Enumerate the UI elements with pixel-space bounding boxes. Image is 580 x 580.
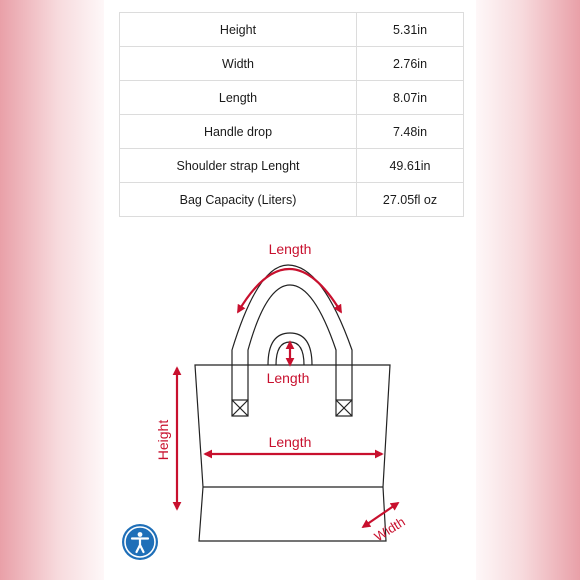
spec-label: Height xyxy=(120,13,357,47)
spec-label: Shoulder strap Lenght xyxy=(120,149,357,183)
spec-label: Length xyxy=(120,81,357,115)
bag-outline xyxy=(195,265,390,541)
spec-value: 8.07in xyxy=(357,81,464,115)
spec-label: Bag Capacity (Liters) xyxy=(120,183,357,217)
body-length-label: Length xyxy=(268,434,312,450)
accessibility-person-icon xyxy=(122,524,158,560)
strap-length-arrow xyxy=(238,269,341,312)
measurement-arrows xyxy=(177,269,398,527)
height-label: Height xyxy=(155,419,171,461)
strap-length-label: Length xyxy=(268,241,312,257)
spec-value: 7.48in xyxy=(357,115,464,149)
spec-value: 5.31in xyxy=(357,13,464,47)
spec-label: Width xyxy=(120,47,357,81)
spec-value: 49.61in xyxy=(357,149,464,183)
measurement-labels xyxy=(155,241,408,544)
accessibility-button[interactable] xyxy=(122,524,158,560)
handle-drop-label: Length xyxy=(266,370,310,386)
spec-value: 27.05fl oz xyxy=(357,183,464,217)
width-label: Width xyxy=(371,514,408,545)
spec-label: Handle drop xyxy=(120,115,357,149)
spec-value: 2.76in xyxy=(357,47,464,81)
